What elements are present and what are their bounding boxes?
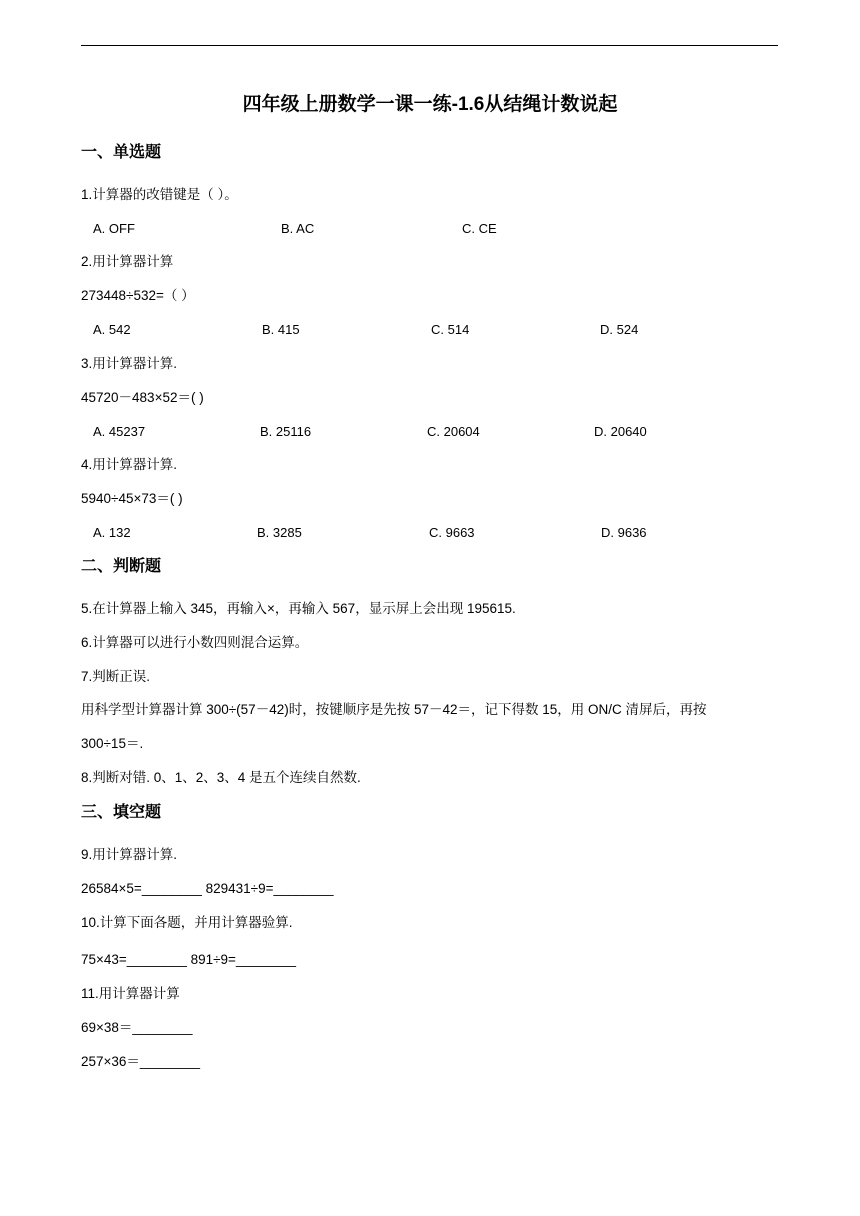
question-2-option-b: B. 415 [262,322,300,337]
question-1-option-b: B. AC [281,221,315,236]
question-1-option-a: A. OFF [93,221,135,236]
question-3-option-c: C. 20604 [427,424,480,439]
question-2-option-a: A. 542 [93,322,131,337]
question-9-stem: 9.用计算器计算. [81,847,178,862]
question-2-option-c: C. 514 [431,322,470,337]
question-4-stem: 4.用计算器计算. [81,457,178,472]
question-2-option-d: D. 524 [600,322,639,337]
header-rule [81,45,778,46]
question-2-stem: 2.用计算器计算 [81,254,174,269]
section-heading-single-choice: 一、单选题 [81,144,162,161]
question-3-option-a: A. 45237 [93,424,146,439]
section-heading-true-false: 二、判断题 [81,558,162,575]
question-11-stem: 11.用计算器计算 [81,986,180,1001]
question-11-expression-2: 257×36＝________ [81,1054,200,1069]
question-4-option-d: D. 9636 [601,525,647,540]
question-10-stem: 10.计算下面各题，并用计算器验算. [81,915,293,930]
page-title: 四年级上册数学一课一练-1.6从结绳计数说起 [242,94,618,115]
question-5: 5.在计算器上输入 345，再输入×，再输入 567，显示屏上会出现 195615. [81,601,516,616]
question-11-expression-1: 69×38＝________ [81,1020,193,1035]
question-2-expression: 273448÷532=（ ） [81,288,195,303]
question-3-stem: 3.用计算器计算. [81,356,178,371]
question-7-stem: 7.判断正误. [81,669,151,684]
question-7-line-2: 300÷15＝. [81,736,144,751]
question-3-expression: 45720－483×52＝( ) [81,390,204,405]
question-1-option-c: C. CE [462,221,497,236]
question-3-option-d: D. 20640 [594,424,647,439]
question-8: 8.判断对错. 0、1、2、3、4 是五个连续自然数. [81,770,361,785]
question-4-option-a: A. 132 [93,525,131,540]
question-10-expression: 75×43=________ 891÷9=________ [81,952,297,967]
question-9-expression: 26584×5=________ 829431÷9=________ [81,881,334,896]
section-heading-fill-blank: 三、填空题 [81,804,162,821]
question-4-option-c: C. 9663 [429,525,475,540]
question-6: 6.计算器可以进行小数四则混合运算。 [81,635,309,650]
question-4-expression: 5940÷45×73＝( ) [81,491,183,506]
question-7-line-1: 用科学型计算器计算 300÷(57－42)时，按键顺序是先按 57－42＝，记下得数 15，用 ON/C 清屏后，再按 [81,702,707,717]
question-4-option-b: B. 3285 [257,525,302,540]
question-1-stem: 1.计算器的改错键是（ ）。 [81,187,238,202]
question-3-option-b: B. 25116 [260,424,312,439]
